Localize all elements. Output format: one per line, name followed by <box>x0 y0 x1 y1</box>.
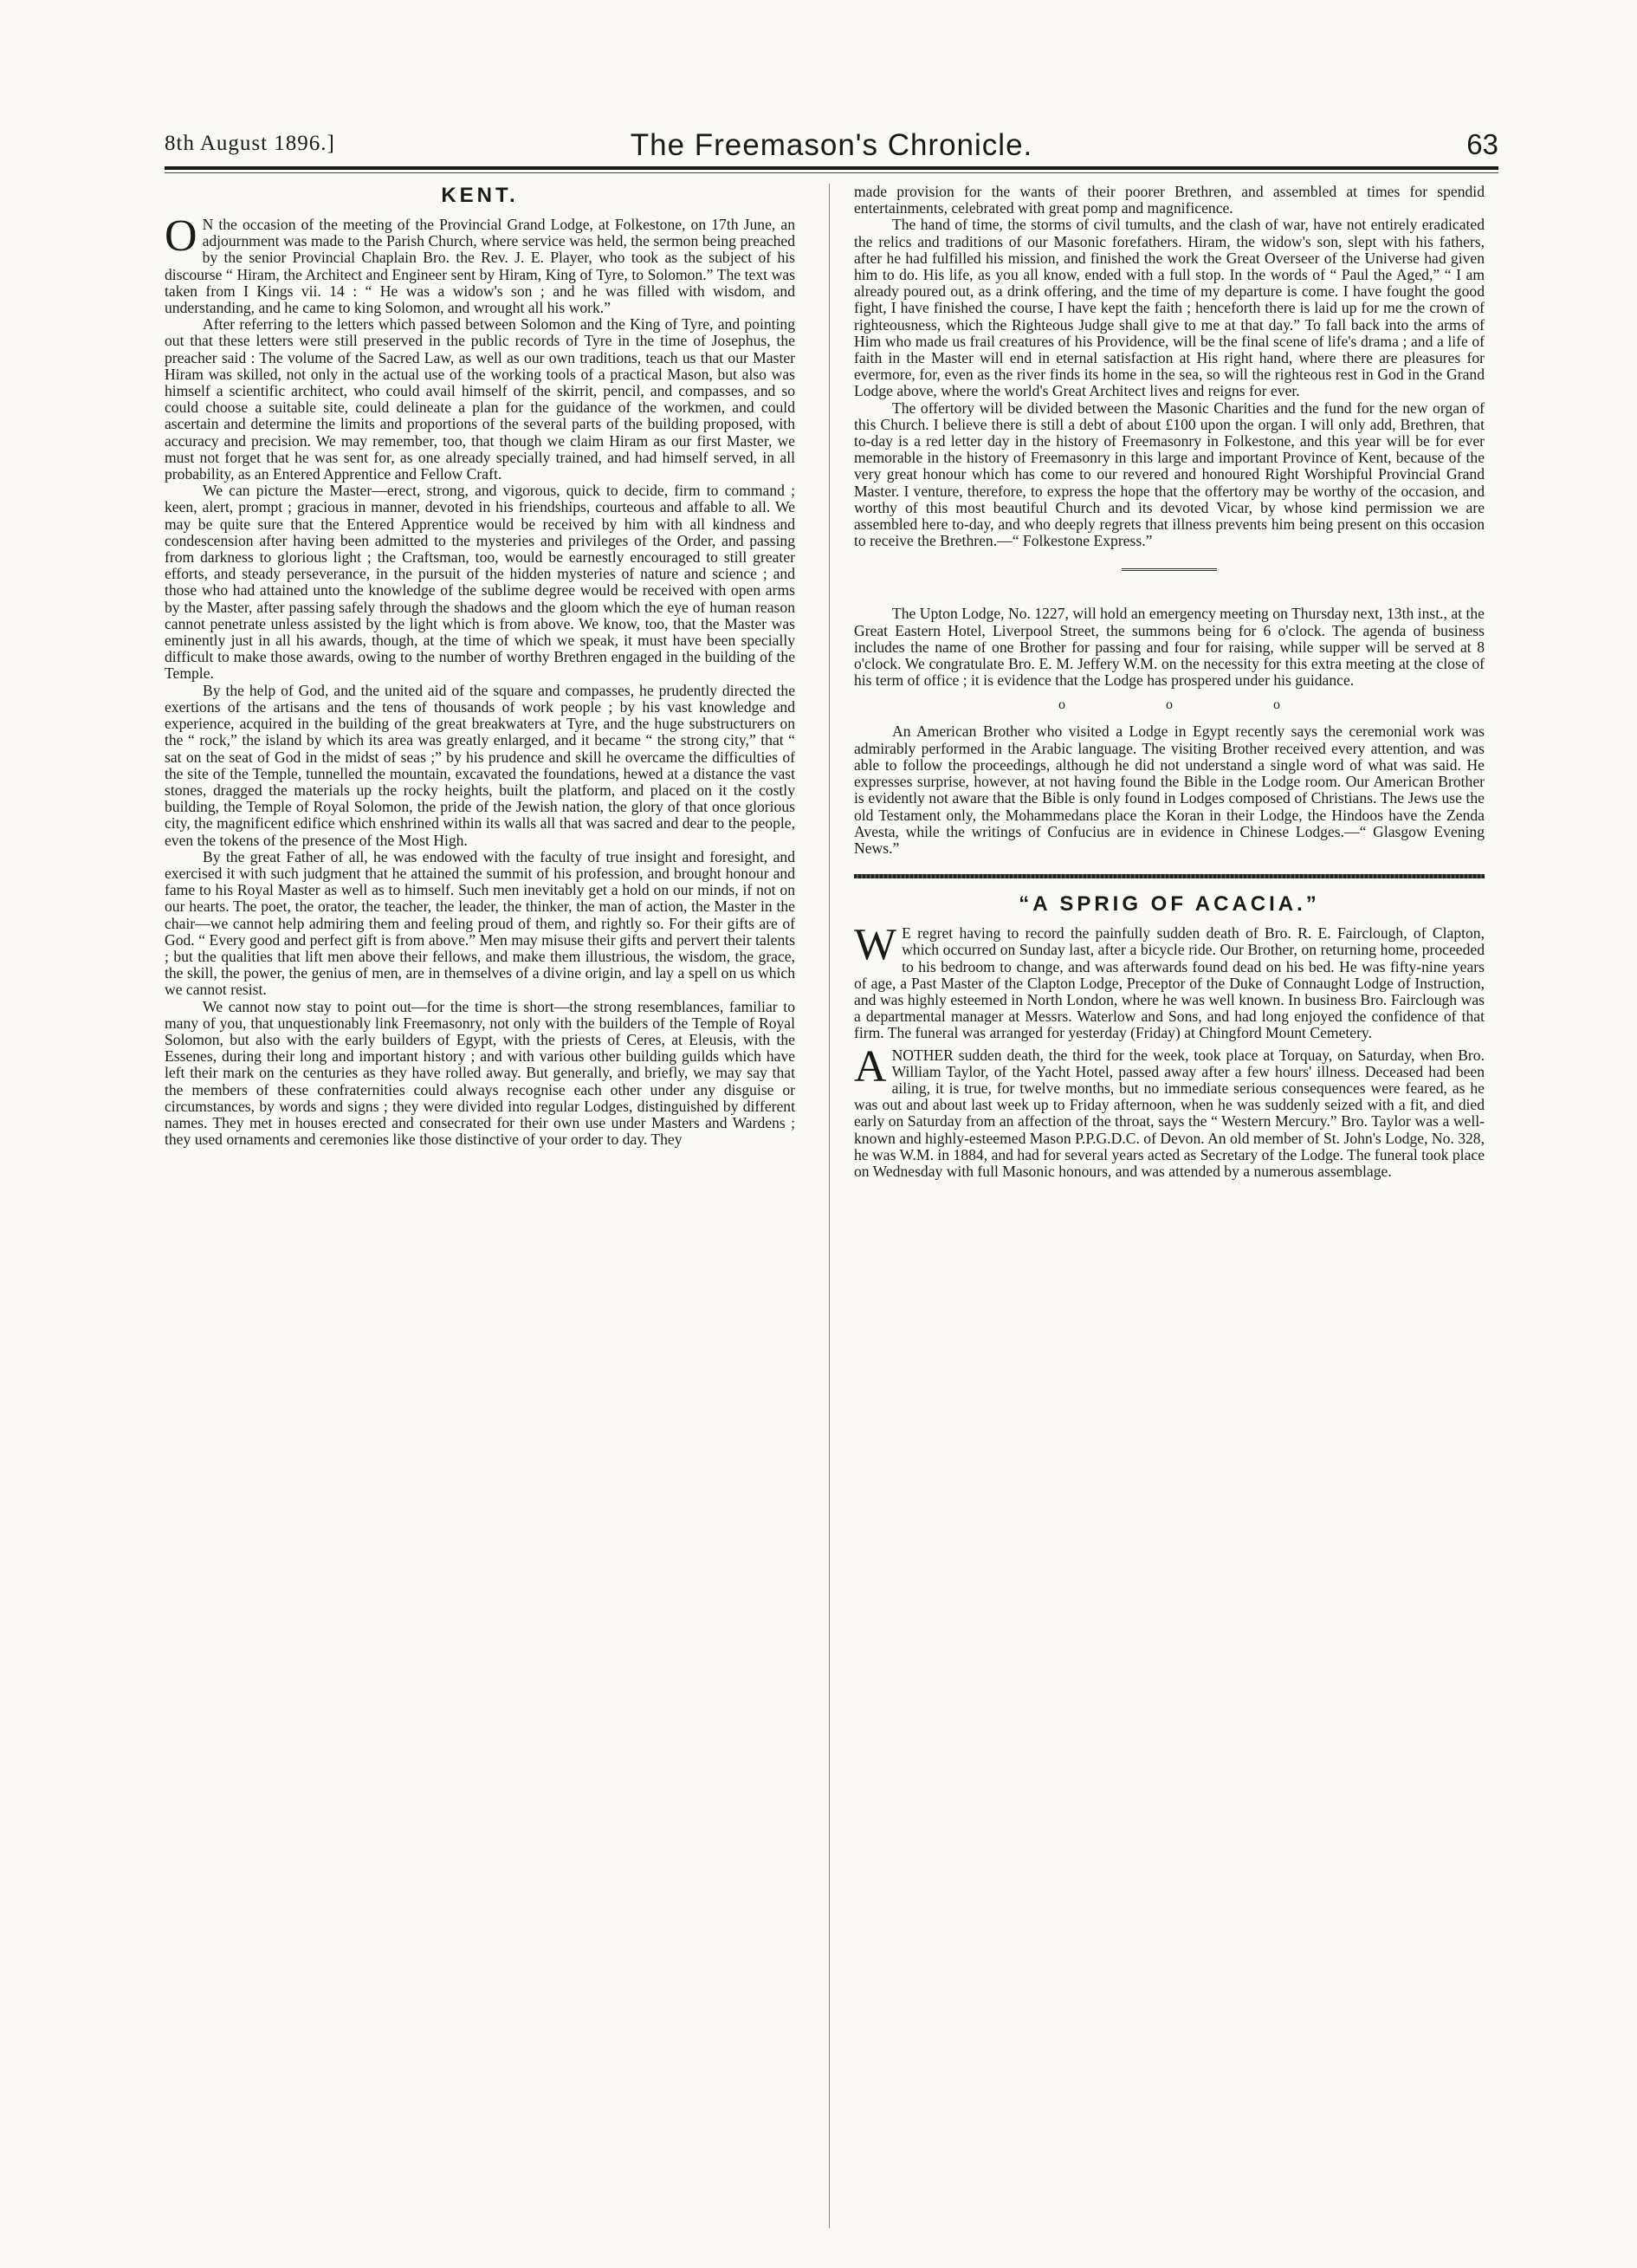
publication-title: The Freemason's Chronicle. <box>630 128 1033 162</box>
section-separator <box>1122 568 1217 571</box>
right-column <box>854 184 1485 2254</box>
acacia-heading: “A SPRIG OF ACACIA.” <box>1019 892 1320 917</box>
drop-cap: A <box>854 1041 887 1092</box>
column-divider <box>829 184 830 2228</box>
american-brother-note: An American Brother who visited a Lodge in Egypt recently says the ceremonial work was admirably performed in the Arabic language. The visiting Brother received every attention, and was able to follow the proceedings, although he did not understand a single word of what was said. He expresses surprise, however, at not having found the Bible in the Lodge room. Our American Brother is evidently not aware that the Bible is only found in Lodges composed of Christians. The Jews use the old Testament only, the Mohammedans place the Koran in their Lodge, the Hindoos have the Zenda Avesta, while the writings of Confucius are in evidence in Chinese Lodges.—“ Glasgow Evening News.” <box>854 723 1485 857</box>
kent-paragraph-7: made provision for the wants of their poorer Brethren, and assembled at times for spendid entertainments, celebrated with great pomp and magnificence. <box>854 184 1485 217</box>
kent-paragraph-8: The hand of time, the storms of civil tumults, and the clash of war, have not entirely eradicated the relics and traditions of our Masonic forefathers. Hiram, the widow's son, slept with his fathers, after he had fulfilled his mission, and finished the work the Great Overseer of the Universe had given him to do. His life, as you all know, ended with a full stop. In the words of “ Paul the Aged,” “ I am already poured out, as a drink offering, and the time of my departure is come. I have fought the good fight, I have finished the course, I have kept the faith ; henceforth there is laid up for me the crown of righteousness, which the Righteous Judge shall give to me at that day.” To fall back into the arms of Him who made us frail creatures of his Providence, will be the final scene of life's drama ; and a life of faith in the Master will end in eternal satisfaction at His right hand, where there are pleasures for evermore, for, even as the river finds its home in the sea, so will the righteous rest in God in the Grand Lodge above, where the world's Great Architect lives and reigns for ever. <box>854 216 1485 400</box>
drop-cap: O <box>165 211 197 261</box>
section-rule <box>854 874 1485 878</box>
acacia-paragraph-1: W E regret having to record the painfully sudden death of Bro. R. E. Fairclough, of Clapton, which occurred on Sunday last, after a bicycle ride. Our Brother, on returning home, proceeded to his bedroom to change, and was afterwards found dead on his bed. He was fifty-nine years of age, a Past Master of the Clapton Lodge, Preceptor of the Duke of Connaught Lodge of Instruction, and was highly esteemed in North London, where he was well known. In business Bro. Fairclough was a departmental manager at Messrs. Waterlow and Sons, and had long enjoyed the confidence of that firm. The funeral was arranged for yesterday (Friday) at Chingford Mount Cemetery. <box>854 920 1485 1042</box>
kent-paragraph-5: By the great Father of all, he was endowed with the faculty of true insight and foresight, and exercised it with such judgment that he attained the summit of his profession, and brought honour and fame to his Royal Master as well as to himself. Such men inevitably get a hold on our minds, if not on our hearts. The poet, the orator, the teacher, the leader, the thinker, the man of action, the Master in the chair—we cannot help admiring them and feeling proud of them, and rightly so. For their gifts are of God. “ Every good and perfect gift is from above.” Men may misuse their gifts and pervert their talents ; but the qualities that lift men above their fellows, and make them illustrious, the wisdom, the grace, the skill, the power, the genius of men, are in themselves of a divine origin, and lay a spell on us which we cannot resist. <box>165 847 795 999</box>
masthead-rule <box>165 166 1498 170</box>
masthead <box>165 128 1498 163</box>
drop-cap: W <box>854 920 897 970</box>
kent-paragraph-6: We cannot now stay to point out—for the time is short—the strong resemblances, familiar to many of you, that unquestionably link Freemasonry, not only with the builders of the Temple of Royal Solomon, but also with the early builders of Egypt, with the priests of Ceres, at Eleusis, with the Essenes, during their long and important history ; and with various other building guilds which have left their mark on the centuries as they have rolled away. But generally, and briefly, we may say that the members of these confraternities could always recognise each other under any disguise or circumstances, by words and signs ; they were divided into regular Lodges, distinguished by different names. They met in houses erected and consecrated for their own use under Masters and Wardens ; they used ornaments and ceremonies like those distinctive of your order to day. They <box>165 997 795 1149</box>
upton-lodge-note: The Upton Lodge, No. 1227, will hold an emergency meeting on Thursday next, 13th inst., at the Great Eastern Hotel, Liverpool Street, the summons being for 6 o'clock. The agenda of business includes the name of one Brother for passing and four for raising, while supper will be served at 8 o'clock. We congratulate Bro. E. M. Jeffery W.M. on the necessity for this extra meeting at the close of his term of office ; it is evidence that the Lodge has prospered under his guidance. <box>854 605 1485 690</box>
kent-paragraph-2: After referring to the letters which passed between Solomon and the King of Tyre, and pointing out that these letters were still preserved in the public records of Tyre in the time of Josephus, the preacher said : The volume of the Sacred Law, as well as our own traditions, teach us that our Master Hiram was skilled, not only in the actual use of the working tools of a practical Mason, but also was himself a scientific architect, who could avail himself of the skirrit, pencil, and compasses, and so could choose a suitable site, could delineate a plan for the guidance of the workmen, and could ascertain and determine the limits and proportions of the several parts of the building proposed, with accuracy and precision. We may remember, too, that though we claim Hiram as our first Master, we must not forget that he was sent for, as one already specially trained, and had himself served, in all probability, as an Entered Apprentice and Fellow Craft. <box>165 315 795 483</box>
masthead-rule-thin <box>165 172 1498 173</box>
kent-paragraph-4: By the help of God, and the united aid of the square and compasses, he prudently directed the exertions of the artisans and the tens of thousands of work people ; by his vast knowledge and experience, acquired in the building of the great breakwaters at Tyre, and the huge substructurers on the “ rock,” the island by which its area was greatly enlarged, and it became “ the strong city,” that “ sat on the seat of God in the midst of seas ;” by his prudence and skill he overcame the difficulties of the site of the Temple, tunnelled the mountain, excavated the foundations, hewed at a distance the vast stones, dragged the materials up the rocky heights, built the platform, and placed on it the costly building, the Temple of Royal Solomon, the pride of the Jewish nation, the glory of that once glorious city, the magnificent edifice which enshrined within its walls all that was sacred and dear to the people, even the tokens of the presence of the Most High. <box>165 681 795 849</box>
page-number: 63 <box>1466 128 1498 160</box>
kent-paragraph-3: We can picture the Master—erect, strong, and vigorous, quick to decide, firm to command ; keen, alert, prompt ; gracious in manner, devoted in his friendships, courteous and affable to all. We may be quite sure that the Entered Apprentice would be received by him with all kindness and condescension after having been admitted to the mysteries and privileges of the Order, and passing from darkness to glorious light ; the Craftsman, too, would be earnestly encouraged to still greater efforts, and steady perseverance, in the pursuit of the hidden mysteries of nature and science ; and those who had attained unto the knowledge of the sublime degree would be received with open arms by the Master, after passing safely through the shadows and the gloom which the eye of human reason cannot penetrate unless assisted by the light which is from above. We know, too, that the Master was eminently just in all his awards, though, at the time of which we speak, it must have been specially difficult to make those awards, owing to the number of worthy Brethren engaged in the building of the Temple. <box>165 482 795 683</box>
kent-paragraph-9: The offertory will be divided between the Masonic Charities and the fund for the new organ of this Church. I believe there is still a debt of about £100 upon the organ. I will only add, Brethren, that to-day is a red letter day in the history of Freemasonry in Folkestone, and this year will be for ever memorable in the history of Freemasonry in this large and important Province of Kent, because of the very great honour which has come to our revered and honoured Right Worshipful Provincial Grand Master. I venture, therefore, to express the hope that the offertory may be worthy of the occasion, and worthy of this most beautiful Church and its devoted Vicar, by whose kind permission we are assembled here to-day, and who deeply regrets that illness prevents him being present on this occasion to receive the Brethren.—“ Folkestone Express.” <box>854 399 1485 550</box>
paragraph-separator: o o o <box>1058 697 1329 713</box>
kent-heading: KENT. <box>441 184 519 207</box>
kent-paragraph-1: O N the occasion of the meeting of the Provincial Grand Lodge, at Folkestone, on 17th June, an adjournment was made to the Parish Church, where service was held, the sermon being preached by the senior Provincial Chaplain Bro. the Rev. J. E. Player, who took as the subject of his discourse “ Hiram, the Architect and Engineer sent by Hiram, King of Tyre, to Solomon.” The text was taken from I Kings vii. 14 : “ He was a widow's son ; and he was filled with wisdom, and understanding, and he came to king Solomon, and wrought all his work.” <box>165 211 795 317</box>
issue-date: 8th August 1896.] <box>165 132 335 155</box>
left-column <box>165 184 795 2254</box>
acacia-paragraph-2: ANOTHER sudden death, the third for the week, took place at Torquay, on Saturday, when Bro. William Taylor, of the Yacht Hotel, passed away after a few hours' illness. Deceased had been ailing, it is true, for twelve months, but no immediate serious consequences were feared, as he was out and about last week up to Friday afternoon, when he was suddenly seized with a fit, and died early on Saturday from an affection of the throat, says the “ Western Mercury.” Bro. Taylor was a well-known and highly-esteemed Mason P.P.G.D.C. of Devon. An old member of St. John's Lodge, No. 328, he was W.M. in 1884, and had for several years acted as Secretary of the Lodge. The funeral took place on Wednesday with full Masonic honours, and was attended by a numerous assemblage. <box>854 1041 1485 1180</box>
